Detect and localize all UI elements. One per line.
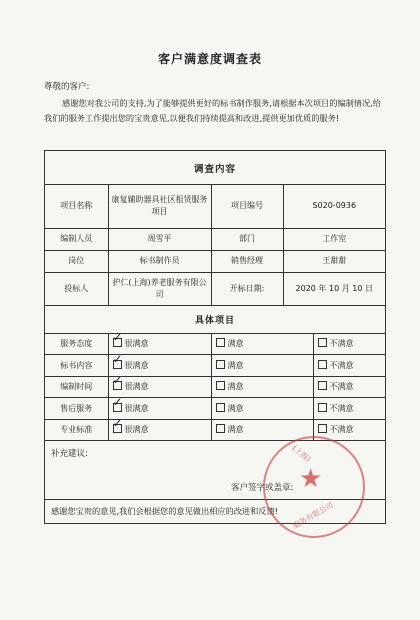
company-seal: [263, 436, 365, 538]
project-name-label: 项目名称: [45, 185, 108, 228]
rating-option-label: 满意: [227, 339, 244, 349]
rating-item-label: 标书内容: [45, 355, 108, 377]
rating-row: [45, 398, 385, 420]
info-row: [45, 185, 385, 228]
checkbox[interactable]: [216, 403, 225, 412]
rating-option[interactable]: [211, 355, 313, 377]
bidder-value: 护仁(上海)养老服务有限公司: [108, 272, 211, 305]
rating-option[interactable]: [211, 376, 313, 398]
seal-star-icon: ★: [299, 464, 323, 494]
checkbox[interactable]: [112, 330, 123, 347]
checkbox[interactable]: [112, 373, 123, 390]
rating-option[interactable]: [108, 394, 211, 420]
rating-option-label: 不满意: [329, 425, 354, 435]
checkbox[interactable]: [112, 351, 123, 369]
checkbox[interactable]: [216, 360, 225, 369]
rating-option[interactable]: [313, 398, 385, 420]
rating-row: [45, 355, 385, 377]
checkbox[interactable]: [318, 360, 327, 369]
rating-option-label: 不满意: [329, 339, 354, 349]
checkbox[interactable]: [318, 338, 327, 347]
rating-option-label: 满意: [227, 425, 244, 435]
editor-label: 编制人员: [45, 228, 108, 250]
sales-label: 销售经理: [211, 250, 283, 272]
check-mark-icon: ✓: [112, 373, 123, 388]
checkbox[interactable]: [112, 416, 123, 433]
rating-option-label: 不满意: [329, 360, 354, 370]
open-date-value: 2020 年 10 月 10 日: [283, 272, 385, 305]
checkbox[interactable]: [216, 424, 225, 433]
project-no-label: 项目编号: [211, 185, 283, 228]
check-mark-icon: ✓: [112, 394, 123, 409]
intro-paragraph: 感谢您对我公司的支持,为了能够提供更好的标书制作服务,请根据本次项目的编制情况,给我们的服务工作提出您的宝贵意见,以便我们持续提高和改进,提供更加优质的服务!: [44, 98, 381, 123]
comment-label: 补充建议:: [51, 449, 88, 459]
checkbox[interactable]: [318, 403, 327, 412]
checkbox[interactable]: [112, 394, 123, 412]
rating-option[interactable]: [108, 330, 211, 355]
project-info-table: [45, 185, 385, 306]
rating-item-label: 编制时间: [45, 376, 108, 398]
post-label: 岗位: [45, 250, 108, 272]
rating-row: [45, 419, 385, 441]
checkbox[interactable]: [216, 338, 225, 347]
rating-option-label: 满意: [227, 360, 244, 370]
rating-item-label: 服务态度: [45, 334, 108, 355]
info-row: [45, 228, 385, 250]
rating-option[interactable]: [108, 373, 211, 398]
rating-option[interactable]: [313, 334, 385, 355]
info-row: [45, 250, 385, 272]
footer-note: 感谢您宝贵的意见,我们会根据您的意见做出相应的改进和反馈!: [51, 506, 278, 516]
greeting: 尊敬的客户:: [44, 82, 90, 92]
rating-option-label: 很满意: [124, 403, 149, 413]
section-survey-heading: 调查内容: [45, 151, 385, 185]
check-mark-icon: ✓: [112, 330, 123, 345]
checkbox[interactable]: [318, 424, 327, 433]
project-name-value: 康复辅助器具社区租赁服务项目: [108, 185, 211, 228]
checkbox[interactable]: [216, 381, 225, 390]
post-value: 标书制作员: [108, 250, 211, 272]
signature-label: 客户签字或盖章:: [231, 483, 294, 493]
rating-option[interactable]: [211, 398, 313, 420]
rating-option[interactable]: [108, 416, 211, 441]
check-mark-icon: ✓: [112, 351, 123, 366]
rating-option[interactable]: [108, 351, 211, 377]
page-title: 客户满意度调查表: [157, 52, 262, 66]
project-no-value: S020-0936: [283, 185, 385, 228]
rating-option-label: 很满意: [124, 425, 149, 435]
rating-option[interactable]: [211, 419, 313, 441]
info-row: [45, 272, 385, 305]
seal-ring-text-2: (上海): [290, 443, 313, 464]
checkbox[interactable]: [318, 381, 327, 390]
sales-value: 王甜甜: [283, 250, 385, 272]
rating-option-label: 满意: [227, 403, 244, 413]
rating-option-label: 不满意: [329, 382, 354, 392]
check-mark-icon: ✓: [112, 416, 123, 431]
editor-value: 周雪平: [108, 228, 211, 250]
section-items-heading: 具体项目: [45, 306, 385, 334]
rating-option-label: 满意: [227, 382, 244, 392]
rating-option[interactable]: [211, 334, 313, 355]
rating-item-label: 售后服务: [45, 398, 108, 420]
open-date-label: 开标日期:: [211, 272, 283, 305]
rating-table: [45, 330, 385, 442]
dept-value: 工作室: [283, 228, 385, 250]
rating-option-label: 很满意: [124, 382, 149, 392]
seal-ring-text: 服务有限公司: [291, 500, 335, 531]
rating-option-label: 很满意: [124, 339, 149, 349]
bidder-label: 投标人: [45, 272, 108, 305]
rating-row: [45, 334, 385, 355]
rating-option-label: 很满意: [124, 360, 149, 370]
rating-row: [45, 376, 385, 398]
rating-option-label: 不满意: [329, 403, 354, 413]
rating-option[interactable]: [313, 376, 385, 398]
rating-option[interactable]: [313, 355, 385, 377]
dept-label: 部门: [211, 228, 283, 250]
rating-item-label: 专业标准: [45, 419, 108, 441]
